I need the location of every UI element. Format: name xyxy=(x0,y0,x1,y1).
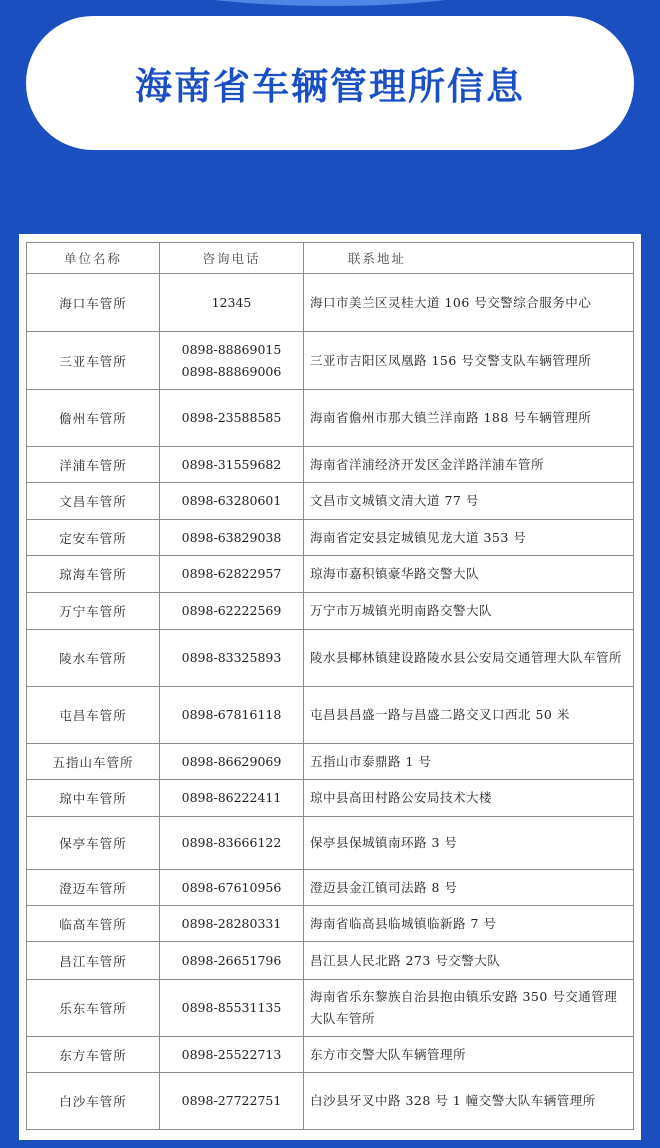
office-name: 乐东车管所 xyxy=(27,980,160,1037)
table-row xyxy=(27,630,634,687)
office-name: 琼中车管所 xyxy=(27,780,160,817)
table-row xyxy=(27,780,634,817)
title-banner xyxy=(26,16,634,150)
office-phone: 0898-31559682 xyxy=(181,456,282,472)
office-phone: 0898-26651796 xyxy=(181,952,282,968)
table-row xyxy=(27,483,634,520)
table-row xyxy=(27,593,634,630)
header-name: 单位名称 xyxy=(27,243,160,274)
table-row xyxy=(27,817,634,870)
office-address: 澄迈县金江镇司法路 8 号 xyxy=(304,870,634,906)
office-address: 五指山市泰鼎路 1 号 xyxy=(304,744,634,780)
office-address: 海南省洋浦经济开发区金洋路洋浦车管所 xyxy=(304,447,634,483)
office-phone: 0898-88869015 xyxy=(181,341,282,357)
office-address: 海南省定安县定城镇见龙大道 353 号 xyxy=(304,520,634,556)
office-phone-cell xyxy=(160,332,304,390)
office-phone: 0898-27722751 xyxy=(181,1093,282,1108)
vehicle-office-table xyxy=(26,242,634,1130)
office-address: 保亭县保城镇南环路 3 号 xyxy=(304,817,634,870)
office-phone-cell xyxy=(160,593,304,630)
office-phone-cell xyxy=(160,980,304,1037)
office-address: 海口市美兰区灵桂大道 106 号交警综合服务中心 xyxy=(304,274,634,332)
office-phone-cell xyxy=(160,817,304,870)
office-phone-cell xyxy=(160,942,304,980)
office-phone-cell xyxy=(160,1073,304,1130)
office-name: 儋州车管所 xyxy=(27,390,160,447)
office-name: 琼海车管所 xyxy=(27,556,160,593)
office-phone: 0898-86629069 xyxy=(181,753,282,769)
office-phone-cell xyxy=(160,390,304,447)
office-phone: 0898-62822957 xyxy=(181,566,282,581)
office-phone-cell xyxy=(160,447,304,483)
table-row xyxy=(27,687,634,744)
table-row xyxy=(27,332,634,390)
header-address: 联系地址 xyxy=(304,243,634,274)
office-address: 海南省乐东黎族自治县抱由镇乐安路 350 号交通管理大队车管所 xyxy=(304,980,634,1037)
table-row xyxy=(27,556,634,593)
info-sheet xyxy=(19,234,641,1140)
table-row xyxy=(27,906,634,942)
office-address: 昌江县人民北路 273 号交警大队 xyxy=(304,942,634,980)
office-phone: 0898-63829038 xyxy=(181,529,282,545)
header-phone: 咨询电话 xyxy=(160,243,304,274)
office-name: 陵水车管所 xyxy=(27,630,160,687)
office-address: 陵水县椰林镇建设路陵水县公安局交通管理大队车管所 xyxy=(304,630,634,687)
office-address: 白沙县牙叉中路 328 号 1 幢交警大队车辆管理所 xyxy=(304,1073,634,1130)
office-phone-cell xyxy=(160,780,304,817)
office-name: 澄迈车管所 xyxy=(27,870,160,906)
office-address: 琼中县高田村路公安局技术大楼 xyxy=(304,780,634,817)
office-name: 东方车管所 xyxy=(27,1037,160,1073)
table-row xyxy=(27,447,634,483)
office-phone: 0898-83325893 xyxy=(181,650,282,665)
office-phone-cell xyxy=(160,520,304,556)
office-phone-cell xyxy=(160,870,304,906)
office-name: 海口车管所 xyxy=(27,274,160,332)
office-phone: 0898-62222569 xyxy=(181,603,282,618)
office-phone: 0898-85531135 xyxy=(181,1000,282,1015)
office-name: 三亚车管所 xyxy=(27,332,160,390)
office-address: 万宁市万城镇光明南路交警大队 xyxy=(304,593,634,630)
office-phone-cell xyxy=(160,744,304,780)
office-phone: 0898-25522713 xyxy=(181,1046,282,1062)
bottom-strip xyxy=(0,1140,660,1148)
office-name: 昌江车管所 xyxy=(27,942,160,980)
office-name: 文昌车管所 xyxy=(27,483,160,520)
office-phone: 0898-88869006 xyxy=(181,363,282,379)
office-address: 琼海市嘉积镇豪华路交警大队 xyxy=(304,556,634,593)
office-phone-cell xyxy=(160,274,304,332)
table-row xyxy=(27,980,634,1037)
office-phone-cell xyxy=(160,906,304,942)
office-phone: 12345 xyxy=(211,294,252,310)
office-name: 五指山车管所 xyxy=(27,744,160,780)
office-phone: 0898-67816118 xyxy=(181,707,282,722)
office-phone-cell xyxy=(160,483,304,520)
office-phone: 0898-83666122 xyxy=(181,835,282,850)
office-address: 海南省临高县临城镇临新路 7 号 xyxy=(304,906,634,942)
table-row xyxy=(27,1073,634,1130)
table-row xyxy=(27,744,634,780)
office-phone-cell xyxy=(160,687,304,744)
table-row xyxy=(27,520,634,556)
office-name: 万宁车管所 xyxy=(27,593,160,630)
office-phone: 0898-67610956 xyxy=(181,879,282,895)
office-address: 文昌市文城镇文清大道 77 号 xyxy=(304,483,634,520)
office-address: 屯昌县昌盛一路与昌盛二路交叉口西北 50 米 xyxy=(304,687,634,744)
page-title: 海南省车辆管理所信息 xyxy=(135,65,525,108)
table-header-row xyxy=(27,243,634,274)
office-phone: 0898-28280331 xyxy=(181,915,282,931)
table-row xyxy=(27,274,634,332)
office-phone-cell xyxy=(160,556,304,593)
table-row xyxy=(27,942,634,980)
table-row xyxy=(27,1037,634,1073)
office-phone: 0898-23588585 xyxy=(181,410,282,425)
office-address: 东方市交警大队车辆管理所 xyxy=(304,1037,634,1073)
office-address: 三亚市吉阳区凤凰路 156 号交警支队车辆管理所 xyxy=(304,332,634,390)
office-name: 临高车管所 xyxy=(27,906,160,942)
table-row xyxy=(27,870,634,906)
office-phone: 0898-86222411 xyxy=(181,790,282,805)
decorative-top-arc xyxy=(110,0,550,6)
office-name: 洋浦车管所 xyxy=(27,447,160,483)
office-address: 海南省儋州市那大镇兰洋南路 188 号车辆管理所 xyxy=(304,390,634,447)
office-name: 白沙车管所 xyxy=(27,1073,160,1130)
office-name: 定安车管所 xyxy=(27,520,160,556)
office-name: 保亭车管所 xyxy=(27,817,160,870)
office-phone: 0898-63280601 xyxy=(181,493,282,508)
office-phone-cell xyxy=(160,1037,304,1073)
office-name: 屯昌车管所 xyxy=(27,687,160,744)
office-phone-cell xyxy=(160,630,304,687)
table-row xyxy=(27,390,634,447)
